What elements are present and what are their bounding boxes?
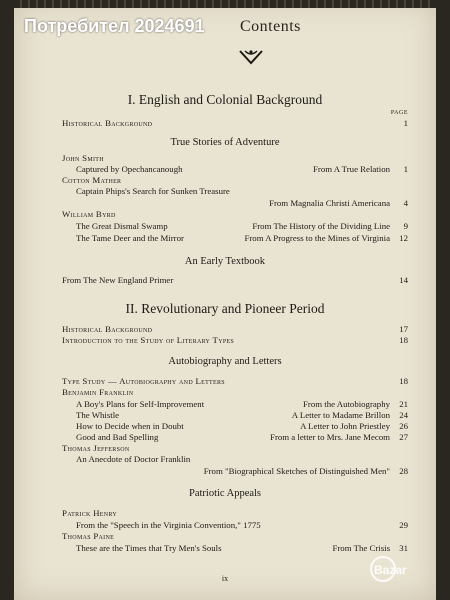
toc-row: An Anecdote of Doctor Franklin — [76, 454, 191, 464]
subheading-autobiography: Autobiography and Letters — [168, 356, 282, 367]
ornament-icon — [238, 48, 264, 66]
author-name: John Smith — [62, 153, 104, 163]
author-name: William Byrd — [62, 209, 116, 219]
book-page — [14, 0, 436, 600]
toc-row: From The New England Primer 14 — [62, 275, 408, 285]
toc-row: These are the Times that Try Men's Souls 31 From The Crisis — [76, 543, 408, 553]
page-column-label: PAGE — [390, 110, 408, 116]
toc-row: From the "Speech in the Virginia Convention," 1775 29 — [76, 520, 408, 530]
toc-row: Good and Bad Spelling 27 From a letter to Mrs. Jane Mecom — [76, 432, 408, 442]
toc-row: Captured by Opechancanough 1 From A True Relation — [76, 164, 408, 174]
page-top-edge — [14, 0, 436, 8]
toc-row: How to Decide when in Doubt 26 A Letter to John Priestley — [76, 421, 408, 431]
author-name: Benjamin Franklin — [62, 387, 134, 397]
subheading-adventure: True Stories of Adventure — [170, 137, 280, 148]
subheading-textbook: An Early Textbook — [184, 256, 266, 267]
author-name: Patrick Henry — [62, 508, 118, 518]
toc-row: The Tame Deer and the Mirror 12 From A Progress to the Mines of Virginia — [76, 233, 408, 243]
author-name: Cotton Mather — [62, 175, 122, 185]
toc-row: Type Study — Autobiography and Letters 18 — [62, 376, 408, 386]
toc-row: Historical Background 1 — [62, 118, 408, 128]
author-name: Thomas Jefferson — [62, 443, 130, 453]
toc-row: Historical Background 17 — [62, 324, 408, 334]
contents-title: Contents — [240, 18, 301, 35]
subheading-patriotic: Patriotic Appeals — [188, 488, 262, 499]
toc-row: 4 From Magnalia Christi Americana — [269, 198, 408, 208]
bazar-logo-icon — [368, 554, 438, 584]
footer-page-number: ix — [221, 574, 229, 583]
toc-row: The Whistle 24 A Letter to Madame Brillon — [76, 410, 408, 420]
author-name: Thomas Paine — [62, 531, 115, 541]
watermark-text: Bazar — [374, 563, 407, 577]
toc-row: The Great Dismal Swamp 9 From The History of the Dividing Line — [76, 221, 408, 231]
toc-row: Captain Phips's Search for Sunken Treasure — [76, 186, 230, 196]
toc-row: 28 From "Biographical Sketches of Distinguished Men" — [203, 466, 408, 476]
seller-overlay-text: Потребител 2024691 — [24, 16, 205, 36]
toc-row: Introduction to the Study of Literary Types 18 — [62, 335, 408, 345]
section-heading-2: II. Revolutionary and Pioneer Period — [125, 301, 325, 316]
section-heading-1: I. English and Colonial Background — [127, 92, 323, 107]
toc-row: A Boy's Plans for Self-Improvement 21 From the Autobiography — [76, 399, 408, 409]
